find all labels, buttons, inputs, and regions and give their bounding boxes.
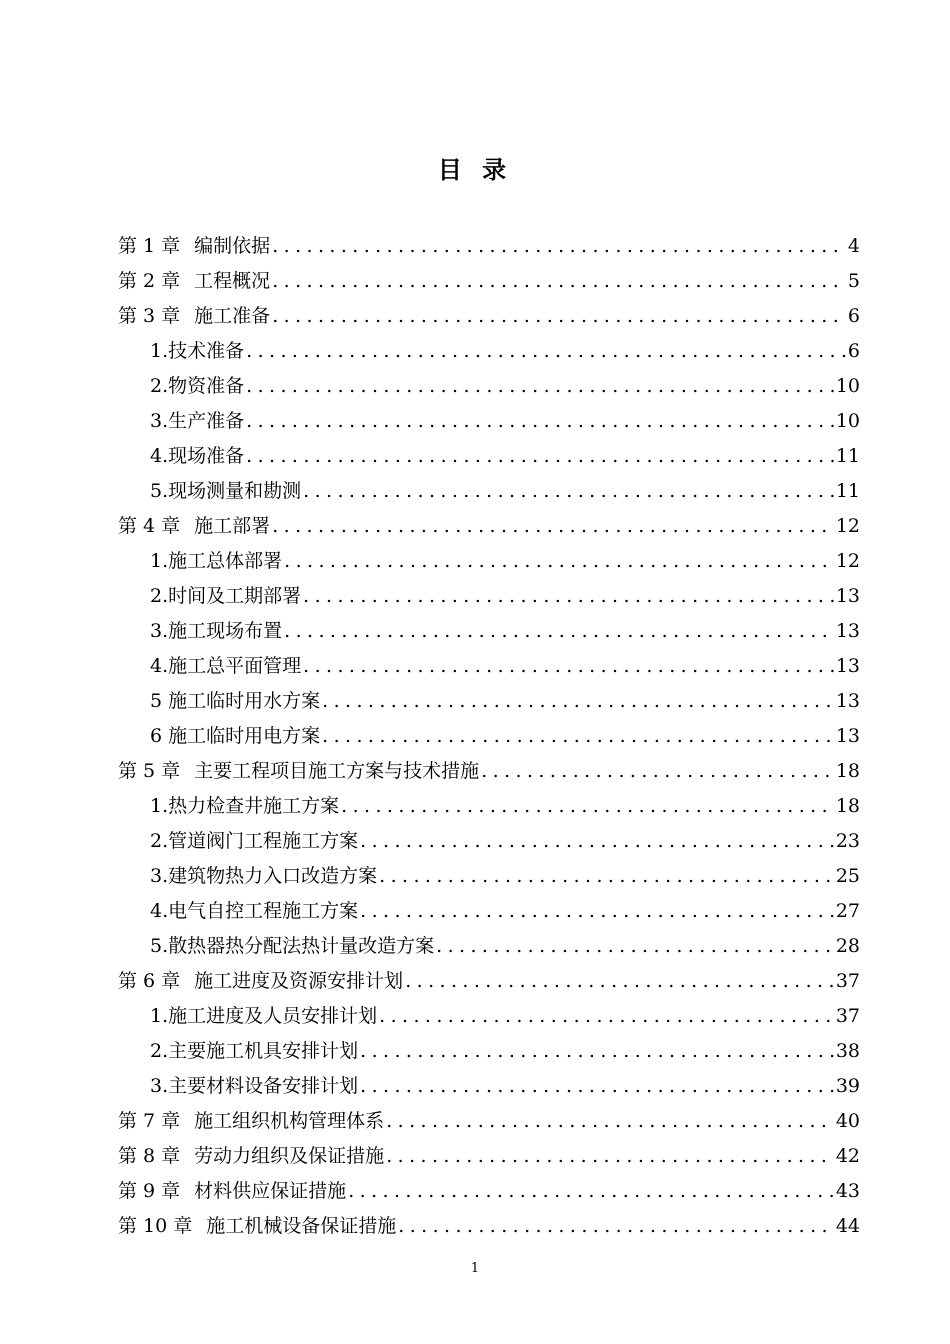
toc-chapter-entry[interactable] <box>118 964 860 999</box>
toc-entry-label <box>150 824 358 859</box>
toc-entry-title: 施工进度及资源安排计划 <box>194 970 404 992</box>
toc-entry-title: 施工准备 <box>194 305 271 327</box>
toc-chapter-number: 第 2 章 <box>118 270 181 292</box>
toc-entry-title: 4.施工总平面管理 <box>150 655 302 677</box>
toc-chapter-number: 第 10 章 <box>118 1215 193 1237</box>
toc-page-number: 12 <box>835 515 860 537</box>
toc-dot-leader <box>284 614 834 649</box>
toc-entry-label <box>150 474 301 509</box>
toc-page-number: 13 <box>835 655 860 677</box>
toc-page-number: 11 <box>835 445 860 467</box>
toc-entry-label <box>118 1174 346 1209</box>
toc-dot-leader <box>246 369 834 404</box>
toc-entry-title: 5 施工临时用水方案 <box>150 690 321 712</box>
toc-chapter-number: 第 1 章 <box>118 235 181 257</box>
toc-section-entry[interactable] <box>118 789 860 824</box>
toc-entry-label <box>150 894 358 929</box>
toc-chapter-entry[interactable] <box>118 1139 860 1174</box>
toc-entry-title: 3.主要材料设备安排计划 <box>150 1075 359 1097</box>
toc-chapter-number: 第 8 章 <box>118 1145 181 1167</box>
toc-page-number: 38 <box>835 1040 860 1062</box>
toc-entry-title: 1.施工进度及人员安排计划 <box>150 1005 378 1027</box>
toc-entry-title: 1.热力检查井施工方案 <box>150 795 340 817</box>
toc-entry-label <box>150 649 301 684</box>
toc-entry-label <box>150 369 244 404</box>
toc-entry-label <box>150 544 282 579</box>
toc-entry-label <box>150 719 320 754</box>
toc-dot-leader <box>386 1104 834 1139</box>
toc-dot-leader <box>360 894 834 929</box>
toc-entry-label <box>118 229 270 264</box>
toc-chapter-entry[interactable] <box>118 264 860 299</box>
toc-entry-title: 5.散热器热分配法热计量改造方案 <box>150 935 435 957</box>
page-number: 1 <box>470 1261 480 1276</box>
toc-page-number: 10 <box>835 410 860 432</box>
toc-entry-label <box>150 439 244 474</box>
toc-dot-leader <box>436 929 834 964</box>
toc-page-number: 40 <box>835 1110 860 1132</box>
toc-page-number: 25 <box>835 865 860 887</box>
toc-entry-label <box>118 299 270 334</box>
toc-entry-title: 1.施工总体部署 <box>150 550 283 572</box>
toc-entry-label <box>150 1069 358 1104</box>
toc-entry-title: 2.主要施工机具安排计划 <box>150 1040 359 1062</box>
toc-dot-leader <box>246 439 834 474</box>
toc-entry-label <box>118 754 479 789</box>
toc-page-number: 13 <box>835 725 860 747</box>
toc-chapter-number: 第 7 章 <box>118 1110 181 1132</box>
toc-dot-leader <box>272 229 846 264</box>
toc-section-entry[interactable] <box>118 334 860 369</box>
toc-section-entry[interactable] <box>118 614 860 649</box>
toc-entry-title: 施工部署 <box>194 515 271 537</box>
toc-chapter-number: 第 6 章 <box>118 970 181 992</box>
toc-entry-title: 工程概况 <box>194 270 271 292</box>
toc-page-number: 42 <box>835 1145 860 1167</box>
toc-page-number: 18 <box>835 760 860 782</box>
toc-dot-leader <box>341 789 834 824</box>
toc-page-number: 6 <box>847 305 860 327</box>
toc-dot-leader <box>386 1139 834 1174</box>
toc-page-number: 44 <box>835 1215 860 1237</box>
toc-page-number: 13 <box>835 690 860 712</box>
toc-section-entry[interactable] <box>118 649 860 684</box>
toc-entry-title: 编制依据 <box>194 235 271 257</box>
toc-section-entry[interactable] <box>118 1069 860 1104</box>
toc-page-number: 23 <box>835 830 860 852</box>
toc-section-entry[interactable] <box>118 474 860 509</box>
toc-chapter-entry[interactable] <box>118 229 860 264</box>
toc-entry-title: 4.电气自控工程施工方案 <box>150 900 359 922</box>
toc-chapter-number: 第 5 章 <box>118 760 181 782</box>
toc-entry-title: 5.现场测量和勘测 <box>150 480 302 502</box>
toc-dot-leader <box>284 544 834 579</box>
toc-page-number: 13 <box>835 620 860 642</box>
toc-chapter-entry[interactable] <box>118 1209 860 1244</box>
toc-dot-leader <box>360 824 834 859</box>
toc-page-number: 12 <box>835 550 860 572</box>
toc-chapter-entry[interactable] <box>118 1104 860 1139</box>
toc-page-number: 10 <box>835 375 860 397</box>
toc-entry-title: 1.技术准备 <box>150 340 245 362</box>
toc-entry-label <box>150 859 377 894</box>
toc-dot-leader <box>303 579 834 614</box>
toc-section-entry[interactable] <box>118 439 860 474</box>
toc-entry-title: 2.物资准备 <box>150 375 245 397</box>
toc-dot-leader <box>303 649 834 684</box>
toc-entry-label <box>150 579 301 614</box>
toc-chapter-number: 第 4 章 <box>118 515 181 537</box>
toc-entry-label <box>118 964 403 999</box>
toc-entry-title: 施工组织机构管理体系 <box>194 1110 385 1132</box>
toc-section-entry[interactable] <box>118 859 860 894</box>
toc-page-number: 39 <box>835 1075 860 1097</box>
toc-dot-leader <box>481 754 834 789</box>
toc-page-number: 11 <box>835 480 860 502</box>
toc-chapter-entry[interactable] <box>118 509 860 544</box>
toc-dot-leader <box>322 684 834 719</box>
toc-dot-leader <box>272 509 834 544</box>
toc-page-number: 5 <box>847 270 860 292</box>
toc-entry-label <box>118 1209 396 1244</box>
toc-entry-title: 劳动力组织及保证措施 <box>194 1145 385 1167</box>
toc-section-entry[interactable] <box>118 404 860 439</box>
toc-page-number: 6 <box>847 340 860 362</box>
toc-chapter-entry[interactable] <box>118 299 860 334</box>
toc-entry-title: 主要工程项目施工方案与技术措施 <box>194 760 480 782</box>
toc-entry-label <box>118 509 270 544</box>
toc-entry-label <box>150 334 244 369</box>
toc-entry-label <box>150 684 320 719</box>
toc-section-entry[interactable] <box>118 824 860 859</box>
toc-section-entry[interactable] <box>118 719 860 754</box>
toc-dot-leader <box>246 404 834 439</box>
toc-section-entry[interactable] <box>118 579 860 614</box>
toc-dot-leader <box>303 474 834 509</box>
page-title: 目 录 <box>437 155 513 184</box>
toc-entry-title: 3.施工现场布置 <box>150 620 283 642</box>
toc-entry-label <box>150 789 339 824</box>
toc-entry-title: 3.建筑物热力入口改造方案 <box>150 865 378 887</box>
toc-dot-leader <box>379 999 834 1034</box>
toc-chapter-number: 第 9 章 <box>118 1180 181 1202</box>
toc-section-entry[interactable] <box>118 999 860 1034</box>
toc-entry-title: 施工机械设备保证措施 <box>206 1215 397 1237</box>
toc-entry-label <box>118 264 270 299</box>
toc-section-entry[interactable] <box>118 894 860 929</box>
toc-section-entry[interactable] <box>118 1034 860 1069</box>
toc-section-entry[interactable] <box>118 544 860 579</box>
toc-section-entry[interactable] <box>118 369 860 404</box>
toc-section-entry[interactable] <box>118 929 860 964</box>
toc-entry-title: 2.时间及工期部署 <box>150 585 302 607</box>
toc-page-number: 28 <box>835 935 860 957</box>
toc-page-number: 27 <box>835 900 860 922</box>
toc-entry-label <box>150 404 244 439</box>
toc-entry-label <box>118 1104 384 1139</box>
toc-dot-leader <box>322 719 834 754</box>
toc-page-number: 13 <box>835 585 860 607</box>
toc-entry-title: 3.生产准备 <box>150 410 245 432</box>
toc-page-number: 4 <box>847 235 860 257</box>
toc-dot-leader <box>360 1069 834 1104</box>
toc-page-number: 37 <box>835 970 860 992</box>
toc-section-entry[interactable] <box>118 684 860 719</box>
toc-page-number: 37 <box>835 1005 860 1027</box>
toc-dot-leader <box>360 1034 834 1069</box>
toc-page-number: 43 <box>835 1180 860 1202</box>
toc-dot-leader <box>272 264 846 299</box>
toc-entry-label <box>150 929 434 964</box>
toc-dot-leader <box>405 964 834 999</box>
toc-chapter-entry[interactable] <box>118 1174 860 1209</box>
toc-page-number: 18 <box>835 795 860 817</box>
toc-dot-leader <box>398 1209 834 1244</box>
table-of-contents <box>118 229 860 1244</box>
toc-entry-title: 材料供应保证措施 <box>194 1180 347 1202</box>
toc-entry-title: 4.现场准备 <box>150 445 245 467</box>
toc-dot-leader <box>272 299 846 334</box>
toc-dot-leader <box>246 334 846 369</box>
toc-entry-label <box>118 1139 384 1174</box>
toc-entry-label <box>150 1034 358 1069</box>
toc-entry-title: 2.管道阀门工程施工方案 <box>150 830 359 852</box>
toc-chapter-entry[interactable] <box>118 754 860 789</box>
toc-entry-title: 6 施工临时用电方案 <box>150 725 321 747</box>
toc-entry-label <box>150 999 377 1034</box>
toc-entry-label <box>150 614 282 649</box>
toc-dot-leader <box>379 859 834 894</box>
toc-dot-leader <box>348 1174 834 1209</box>
toc-chapter-number: 第 3 章 <box>118 305 181 327</box>
